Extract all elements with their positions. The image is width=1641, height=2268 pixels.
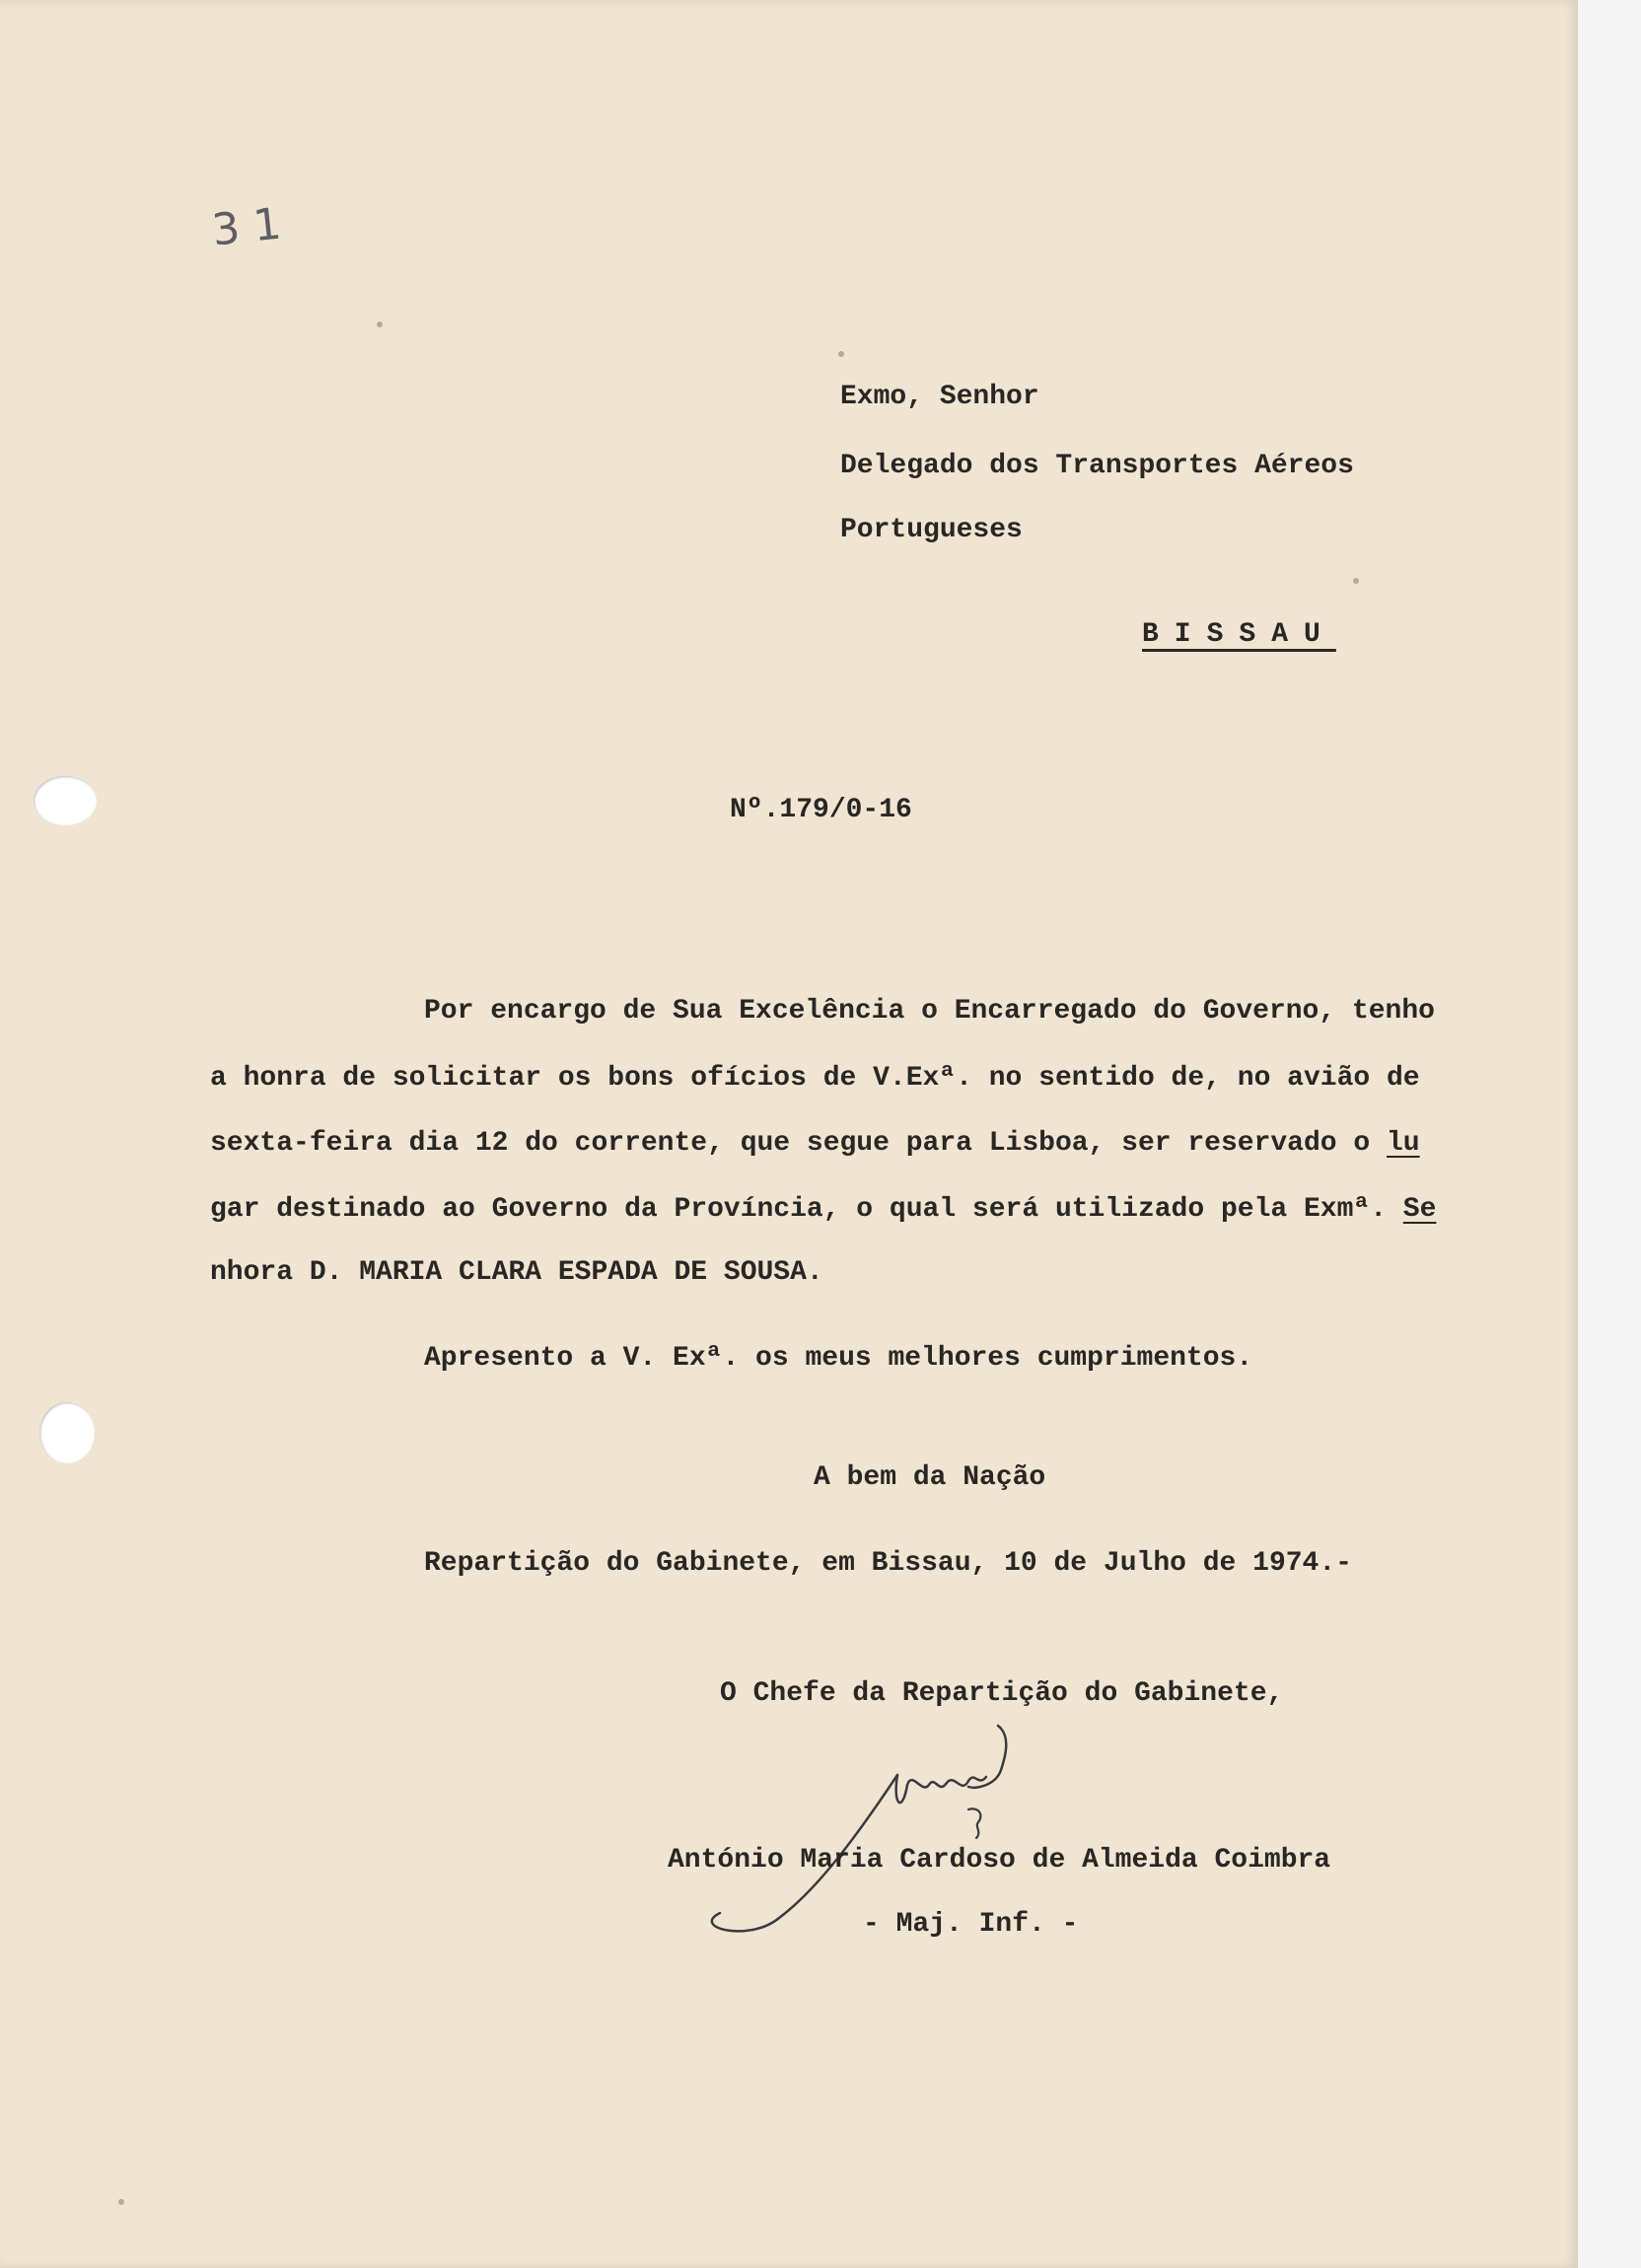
paper-speck [118,2199,124,2205]
signatory-title: O Chefe da Repartição do Gabinete, [720,1678,1284,1709]
body-line-5: nhora D. MARIA CLARA ESPADA DE SOUSA. [210,1257,823,1288]
closing-greeting: Apresento a V. Exª. os meus melhores cumprimentos. [424,1343,1253,1374]
addressee-line-1: Exmo, Senhor [840,382,1039,412]
addressee-line-2: Delegado dos Transportes Aéreos [840,451,1354,481]
body-line-3-text: sexta-feira dia 12 do corrente, que segue para Lisboa, ser reservado o [210,1128,1387,1159]
paper-speck [838,351,844,357]
scan-margin [1578,0,1641,2268]
body-line-3-hyphenation: lu [1387,1128,1420,1159]
signatory-rank: - Maj. Inf. - [863,1909,1079,1940]
addressee-city: BISSAU [1142,619,1336,650]
paper-speck [1353,578,1359,584]
place-and-date: Repartição do Gabinete, em Bissau, 10 de Julho de 1974.- [424,1548,1352,1579]
page-number: 3 1 [209,198,284,256]
signatory-name: António Maria Cardoso de Almeida Coimbra [668,1845,1331,1876]
paper-speck [377,321,383,327]
body-line-2: a honra de solicitar os bons ofícios de V.Exª. no sentido de, no avião de [210,1063,1420,1094]
punch-hole-bottom [39,1402,95,1463]
body-line-3 [210,1128,1420,1159]
body-line-4 [210,1194,1436,1225]
punch-hole-top [34,776,97,825]
closing-motto: A bem da Nação [814,1462,1046,1493]
addressee-line-3: Portugueses [840,515,1023,545]
reference-number: Nº.179/0-16 [730,795,912,825]
body-line-4-hyphenation: Se [1402,1194,1437,1225]
body-line-4-text: gar destinado ao Governo da Província, o qual será utilizado pela Exmª. [210,1194,1403,1225]
body-line-1: Por encargo de Sua Excelência o Encarregado do Governo, tenho [424,996,1435,1027]
